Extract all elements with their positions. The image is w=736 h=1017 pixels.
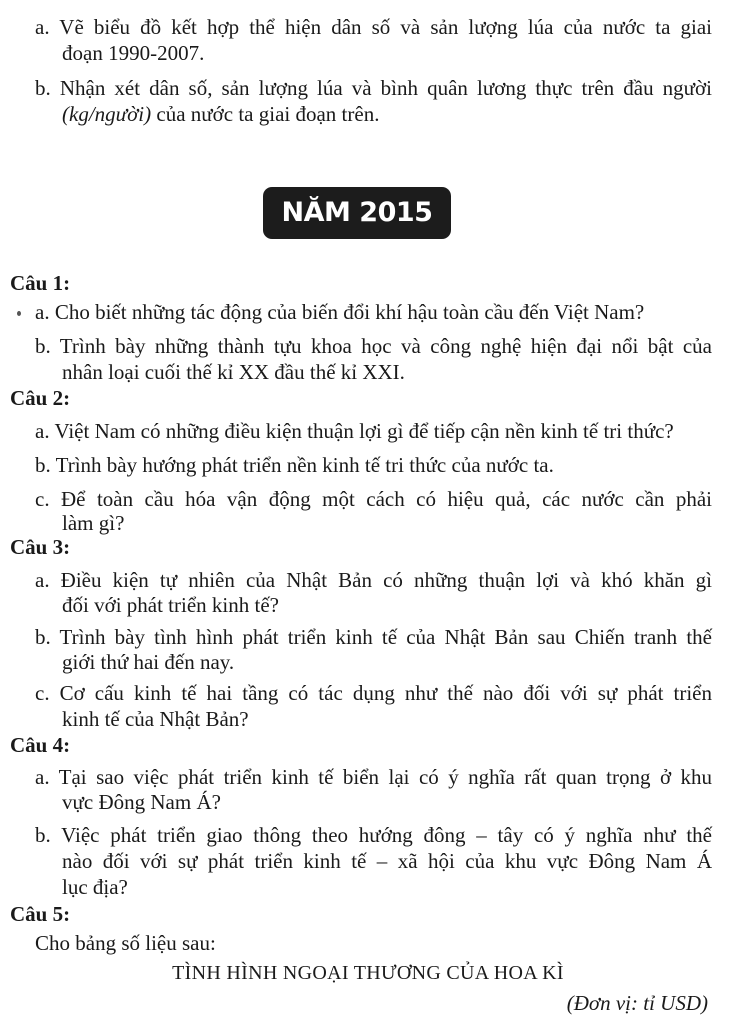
question-4-b-line2: nào đối với sự phát triển kinh tế – xã hội của khu vực Đông Nam Á — [62, 849, 712, 873]
item-b-unit-italic: (kg/người) — [62, 102, 152, 126]
question-3-c-line1: c. Cơ cấu kinh tế hai tầng có tác dụng như thế nào đối với sự phát triển — [35, 681, 712, 705]
question-4-b-line1: b. Việc phát triển giao thông theo hướng đông – tây có ý nghĩa như thế — [35, 823, 712, 847]
question-2-a: a. Việt Nam có những điều kiện thuận lợi gì để tiếp cận nền kinh tế tri thức? — [35, 419, 674, 443]
item-a-line1: a. Vẽ biểu đồ kết hợp thể hiện dân số và sản lượng lúa của nước ta giai — [35, 15, 712, 39]
question-1-a: a. Cho biết những tác động của biến đổi khí hậu toàn cầu đến Việt Nam? — [35, 300, 645, 324]
question-2-c-line1: c. Để toàn cầu hóa vận động một cách có hiệu quả, các nước cần phải — [35, 487, 712, 511]
question-4-a-line2: vực Đông Nam Á? — [62, 790, 221, 814]
question-3-title: Câu 3: — [10, 535, 71, 559]
question-4-title: Câu 4: — [10, 733, 71, 757]
question-3-a-line2: đối với phát triển kinh tế? — [62, 593, 279, 617]
question-5-intro: Cho bảng số liệu sau: — [35, 931, 216, 955]
item-a-line2: đoạn 1990-2007. — [62, 41, 205, 65]
question-3-b-line1: b. Trình bày tình hình phát triển kinh tế của Nhật Bản sau Chiến tranh thế — [35, 625, 712, 649]
item-b-line2 — [62, 101, 379, 128]
question-4-b-line3: lục địa? — [62, 875, 128, 899]
question-2-b: b. Trình bày hướng phát triển nền kinh tế tri thức của nước ta. — [35, 453, 554, 477]
question-1-b-line2: nhân loại cuối thế kỉ XX đầu thế kỉ XXI. — [62, 360, 405, 384]
unit-note: (Đơn vị: tỉ USD) — [566, 991, 708, 1015]
question-4-a-line1: a. Tại sao việc phát triển kinh tế biển lại có ý nghĩa rất quan trọng ở khu — [35, 765, 712, 789]
item-b-line2-rest: của nước ta giai đoạn trên. — [151, 102, 380, 126]
table-title: TÌNH HÌNH NGOẠI THƯƠNG CỦA HOA KÌ — [172, 962, 564, 984]
question-1-b-line1: b. Trình bày những thành tựu khoa học và công nghệ hiện đại nổi bật của — [35, 334, 712, 358]
question-1-title: Câu 1: — [10, 271, 71, 295]
question-3-c-line2: kinh tế của Nhật Bản? — [62, 707, 249, 731]
question-2-c-line2: làm gì? — [62, 511, 125, 535]
item-b-line1: b. Nhận xét dân số, sản lượng lúa và bình quân lương thực trên đầu người — [35, 76, 712, 100]
question-3-a-line1: a. Điều kiện tự nhiên của Nhật Bản có những thuận lợi và khó khăn gì — [35, 568, 712, 592]
year-badge: NĂM 2015 — [263, 187, 451, 239]
question-5-title: Câu 5: — [10, 902, 71, 926]
bullet-mark — [17, 311, 21, 316]
question-2-title: Câu 2: — [10, 386, 71, 410]
question-3-b-line2: giới thứ hai đến nay. — [62, 650, 235, 674]
